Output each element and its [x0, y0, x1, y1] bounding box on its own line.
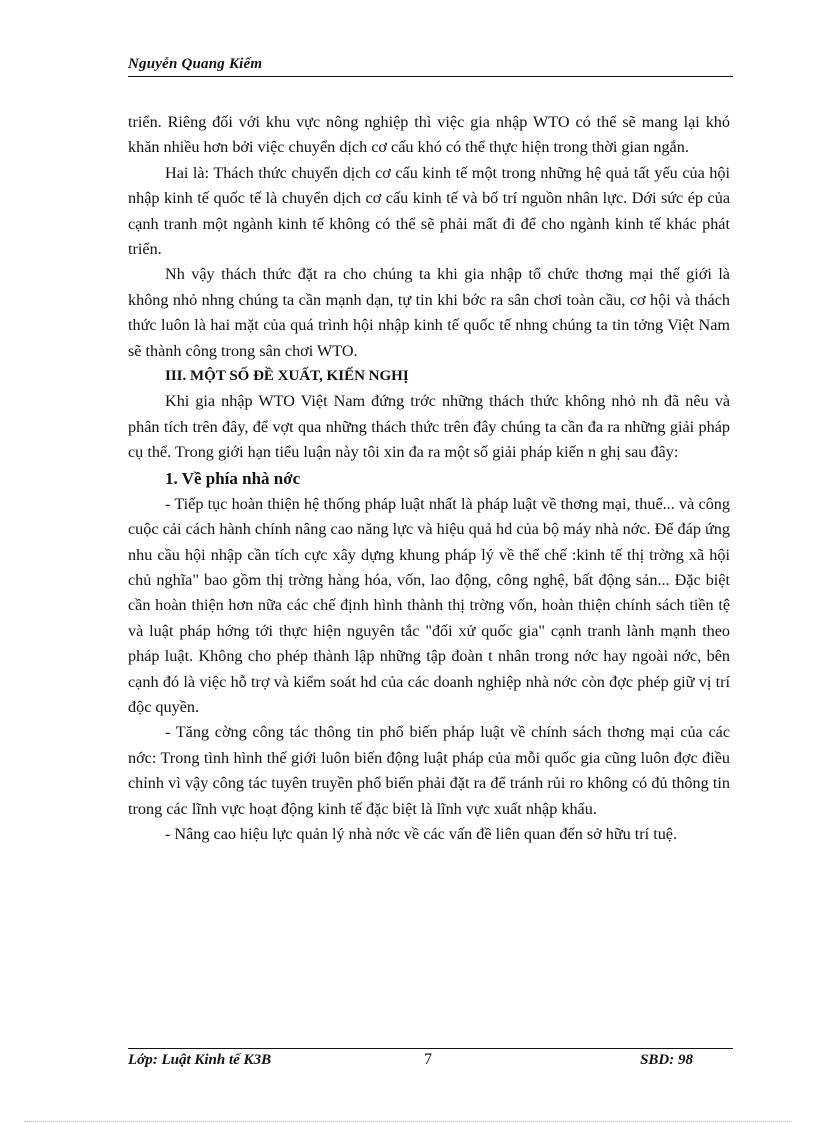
subsection-heading: 1. Về phía nhà nớc — [165, 468, 301, 488]
section-heading: III. MỘT SỐ ĐỀ XUẤT, KIẾN NGHỊ — [165, 368, 409, 385]
footer-class: Lớp: Luật Kinh tế K3B — [128, 1052, 272, 1068]
page-bottom-divider — [24, 1121, 792, 1122]
document-body — [128, 110, 730, 847]
paragraph-5: - Tiếp tục hoàn thiện hệ thống pháp luật nhất là pháp luật về thơng mại, thuế... và công cuộc cải cách hành chính nâng cao năng lực và hiệu quả hd của bộ máy nhà nớc. Để đáp ứng nhu cầu hội nhập cần tích cực xây dựng khung pháp lý về thể chế :kinh tế thị trờng xã hội chủ nghĩa" bao gồm thị trờng hàng hóa, vốn, lao động, công nghệ, bất động sản... Đặc biệt cần hoàn thiện hơn nữa các chế định hình thành thị trờng vốn, hoàn thiện chính sách tiền tệ và luật pháp hớng tới thực hiện nguyên tắc "đối xử quốc gia" cạnh tranh lành mạnh theo pháp luật. Không cho phép thành lập những tập đoàn t nhân trong nớc hay ngoài nớc, bên cạnh đó là việc hỗ trợ và kiểm soát hd của các doanh nghiệp nhà nớc còn đợc phép giữ vị trí độc quyền. — [128, 494, 730, 716]
footer-sbd: SBD: 98 — [640, 1052, 693, 1068]
page-number: 7 — [424, 1051, 432, 1068]
page-footer — [128, 1048, 733, 1079]
paragraph-4: Khi gia nhập WTO Việt Nam đứng trớc những thách thức không nhỏ nh đã nêu và phân tích trên đây, để vợt qua những thách thức trên đây chúng ta cần đa ra những giải pháp cụ thể. Trong giới hạn tiểu luận này tôi xin đa ra một số giải pháp kiến n ghị sau đây: — [128, 392, 730, 462]
paragraph-6: - Tăng cờng công tác thông tin phổ biến pháp luật về chính sách thơng mại của các nớc: Trong tình hình thế giới luôn biến động luật pháp của mỗi quốc gia cũng luôn đợc điều chỉnh vì vậy công tác tuyên truyền phổ biến phải đặt ra để tránh rủi ro không có đủ thông tin trong các lĩnh vực hoạt động kinh tế đặc biệt là lĩnh vực xuất nhập khẩu. — [128, 723, 730, 818]
paragraph-7: - Nâng cao hiệu lực quản lý nhà nớc về các vấn đề liên quan đến sở hữu trí tuệ. — [165, 824, 678, 843]
paragraph-1: triển. Riêng đối với khu vực nông nghiệp thì việc gia nhập WTO có thể sẽ mang lại khó khăn nhiều hơn bởi việc chuyển dịch cơ cấu khó có thể thực hiện trong thời gian ngắn. — [128, 113, 730, 157]
paragraph-3: Nh vậy thách thức đặt ra cho chúng ta khi gia nhập tổ chức thơng mại thế giới là không nhỏ nhng chúng ta cần mạnh dạn, tự tin khi bớc ra sân chơi toàn cầu, cơ hội và thách thức luôn là hai mặt của quá trình hội nhập kinh tế quốc tế nhng chúng ta tin tởng Việt Nam sẽ thành công trong sân chơi WTO. — [128, 265, 730, 360]
header-author: Nguyễn Quang Kiếm — [128, 56, 263, 72]
page-header — [128, 56, 733, 77]
paragraph-2: Hai là: Thách thức chuyển dịch cơ cấu kinh tế một trong những hệ quả tất yếu của hội nhập kinh tế quốc tế là chuyển dịch cơ cấu kinh tế và bố trí nguồn nhân lực. Dới sức ép của cạnh tranh một ngành kinh tế không có thể sẽ phải mất đi để cho ngành kinh tế khác phát triển. — [128, 163, 730, 259]
